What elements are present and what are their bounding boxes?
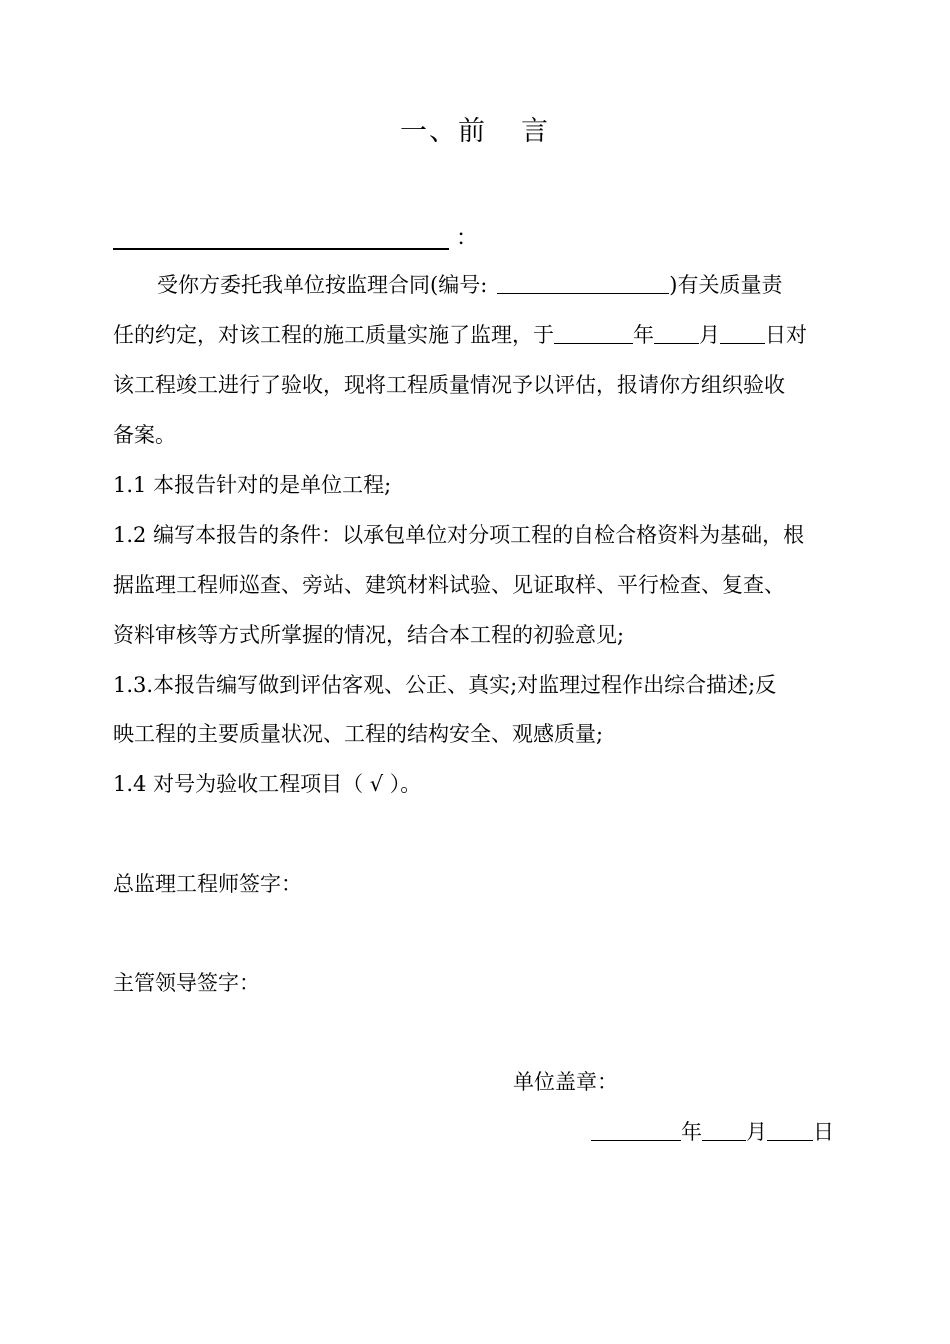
signature-month-label: 月 [746, 1120, 767, 1144]
intro-text-1b: )有关质量责 [669, 273, 783, 297]
item-1-3-line-1: 1.3.本报告编写做到评估客观、公正、真实;对监理过程作出综合描述;反 [113, 673, 777, 697]
title-part-2: 言 [521, 116, 550, 147]
item-1-1: 1.1 本报告针对的是单位工程; [113, 473, 392, 497]
inspection-year-blank [554, 321, 633, 344]
intro-year-label: 年 [633, 323, 654, 347]
chief-engineer-signature-label: 总监理工程师签字： [113, 872, 302, 896]
leader-signature-label: 主管领导签字： [113, 971, 260, 995]
contract-number-blank [497, 271, 669, 294]
signature-year-label: 年 [681, 1120, 702, 1144]
item-1-4: 1.4 对号为验收工程项目（ √ ）。 [113, 772, 422, 796]
intro-text-1a: 受你方委托我单位按监理合同(编号: [157, 273, 488, 297]
page-title [0, 112, 950, 152]
inspection-month-blank [654, 321, 699, 344]
signature-day-blank [767, 1118, 813, 1141]
signature-month-blank [702, 1118, 746, 1141]
addressee-blank [113, 248, 449, 250]
item-1-2-line-2: 据监理工程师巡查、旁站、建筑材料试验、见证取样、平行检查、复查、 [113, 573, 785, 597]
intro-line-4: 备案。 [113, 423, 176, 447]
signature-year-blank [591, 1118, 681, 1141]
intro-text-2d: 日对 [765, 323, 807, 347]
signature-day-label: 日 [813, 1120, 834, 1144]
inspection-day-blank [720, 321, 765, 344]
intro-line-1 [157, 270, 782, 300]
item-1-3-line-2: 映工程的主要质量状况、工程的结构安全、观感质量; [113, 722, 604, 746]
item-1-2-line-1: 1.2 编写本报告的条件：以承包单位对分项工程的自检合格资料为基础，根 [113, 523, 805, 547]
signature-date [591, 1117, 834, 1147]
item-1-2-line-3: 资料审核等方式所掌握的情况，结合本工程的初验意见; [113, 623, 625, 647]
intro-line-2 [113, 320, 807, 350]
intro-month-label: 月 [699, 323, 720, 347]
title-part-1: 一、前 [400, 116, 487, 147]
unit-seal-label: 单位盖章： [513, 1070, 618, 1094]
intro-text-2a: 任的约定，对该工程的施工质量实施了监理，于 [113, 323, 554, 347]
addressee-colon: ： [456, 226, 479, 251]
intro-line-3: 该工程竣工进行了验收，现将工程质量情况予以评估，报请你方组织验收 [113, 373, 785, 397]
